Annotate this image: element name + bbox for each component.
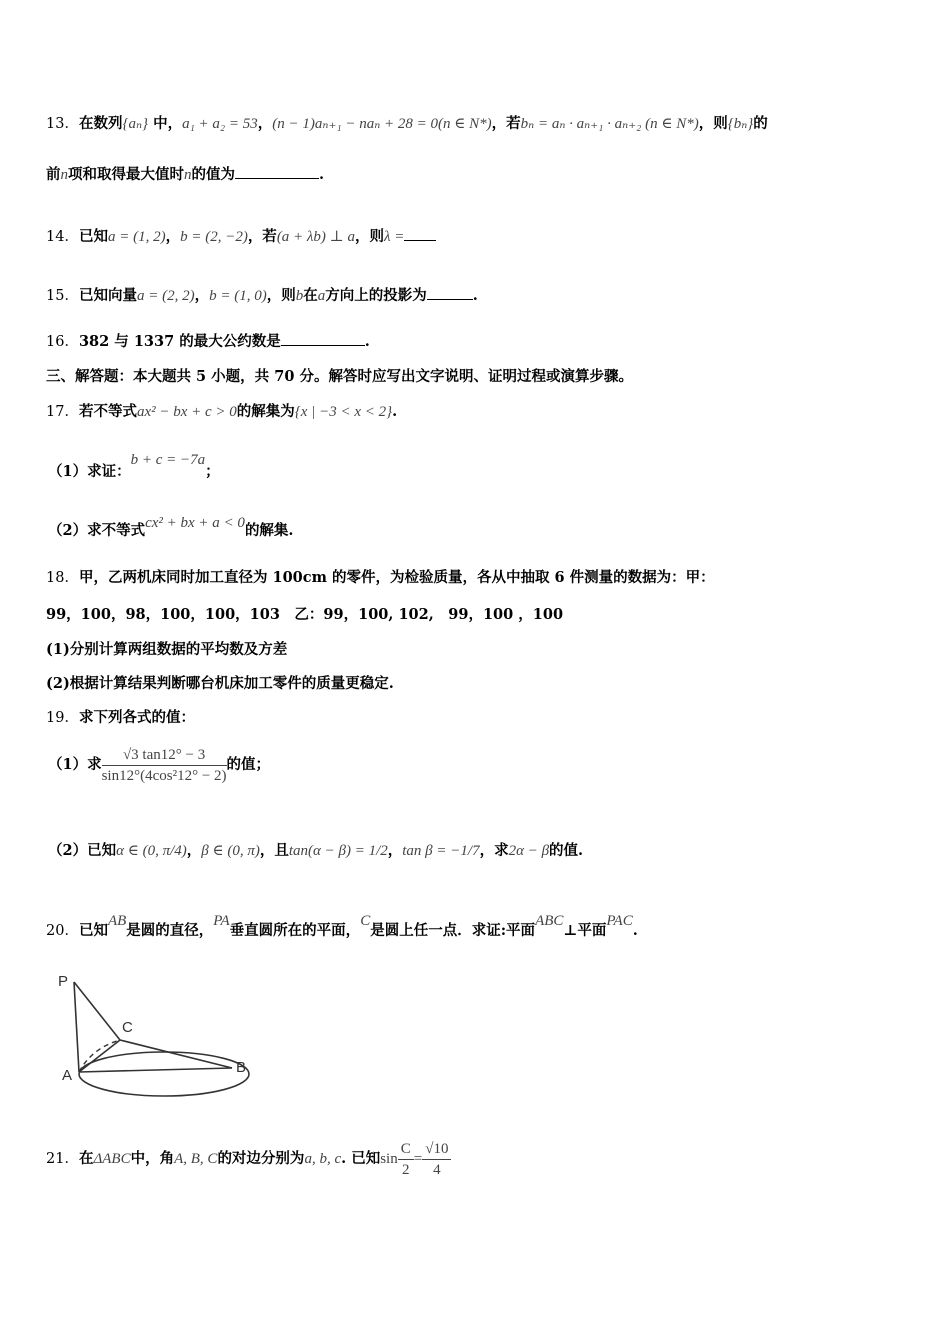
condition-sum: a₁ + a₂ = 53 (182, 116, 258, 132)
label-c: C (122, 1019, 133, 1036)
answer-blank (235, 164, 319, 179)
q19-part2: （2）已知α ∈ (0, π/4)，β ∈ (0, π)，且tan(α − β) = 1/2，tan β = −1/7，求2α − β的值. (48, 842, 584, 859)
q15-line: 15．已知向量a = (2, 2)，b = (1, 0)，则b在a方向上的投影为 . (46, 287, 478, 304)
segment-pa (74, 982, 79, 1072)
q17-part2: （2）求不等式cx² + bx + a < 0的解集. (48, 515, 294, 539)
q17-part1: （1）求证：b + c = −7a； (48, 452, 220, 480)
q18-line2: 99，100，98，100，100，103 乙：99，100, 102, 99，100 ，100 (46, 606, 564, 623)
circle-figure (52, 968, 262, 1108)
condition-recurrence: (n − 1)aₙ₊₁ − naₙ + 28 = 0(n ∈ N*) (272, 116, 492, 132)
segment-cb (120, 1040, 232, 1068)
q18-part2: (2)根据计算结果判断哪台机床加工零件的质量更稳定. (46, 675, 394, 692)
q19-part1: （1）求 $\frac{√3 \tan 12^\circ - 3}{\text{sin12°(4cos²12° − 2)}}$ 的值； (48, 746, 271, 784)
q18-line1: 18．甲，乙两机床同时加工直径为 100cm 的零件，为检验质量，各从中抽取 6 件测量的数据为：甲： (46, 569, 715, 586)
q13-number: 13． (46, 116, 79, 132)
label-b: B (236, 1059, 247, 1076)
q20-line: 20．已知AB是圆的直径，PA垂直圆所在的平面，C是圆上任一点．求证:平面ABC⊥平面PAC. (46, 913, 638, 939)
q14-line: 14．已知a = (1, 2)，b = (2, −2)，若(a + λb) ⊥ a，则λ = (46, 226, 436, 248)
sequence-b: {bₙ} (727, 116, 754, 132)
q21-line: 21．在ΔABC中，角A, B, C的对边分别为a, b, c. 已知sin $\frac{C}{2}$ = $\frac{√10}{4}$ (46, 1138, 451, 1180)
label-p: P (58, 973, 69, 990)
fraction: $\frac{√3 \tan 12^\circ - 3}{\text{sin12°(4cos²12° − 2)}}$ (101, 746, 227, 784)
q17-line: 17．若不等式ax² − bx + c > 0的解集为{x | −3 < x < 2}. (46, 403, 398, 420)
circle-ellipse (79, 1052, 249, 1096)
section-heading: 三、解答题：本大题共 5 小题，共 70 分。解答时应写出文字说明、证明过程或演算步骤。 (46, 368, 633, 385)
q13-line1: 13．在数列{aₙ} 中，a₁ + a₂ = 53，(n − 1)aₙ₊₁ − naₙ + 28 = 0(n ∈ N*)，若bₙ = aₙ · aₙ₊₁ · aₙ₊₂ (n ∈ N*)，则{bₙ}的 (46, 115, 768, 132)
answer-blank (281, 331, 365, 346)
sequence-a: {aₙ} (122, 116, 149, 132)
answer-blank (427, 285, 473, 300)
condition-bn: bₙ = aₙ · aₙ₊₁ · aₙ₊₂ (n ∈ N*) (520, 116, 699, 132)
fraction-c-over-2: $\frac{C}{2}$ (398, 1139, 414, 1180)
q16-line: 16．382 与 1337 的最大公约数是 . (46, 333, 370, 350)
answer-blank (404, 226, 436, 241)
label-a: A (62, 1067, 73, 1084)
segment-ab (79, 1068, 232, 1072)
segment-pc (74, 982, 120, 1040)
q13-line2: 前n项和取得最大值时n的值为 . (46, 166, 325, 183)
q19-line: 19．求下列各式的值： (46, 709, 195, 726)
fraction-sqrt10-over-4: $\frac{√10}{4}$ (422, 1139, 451, 1180)
q18-part1: (1)分别计算两组数据的平均数及方差 (46, 641, 288, 658)
